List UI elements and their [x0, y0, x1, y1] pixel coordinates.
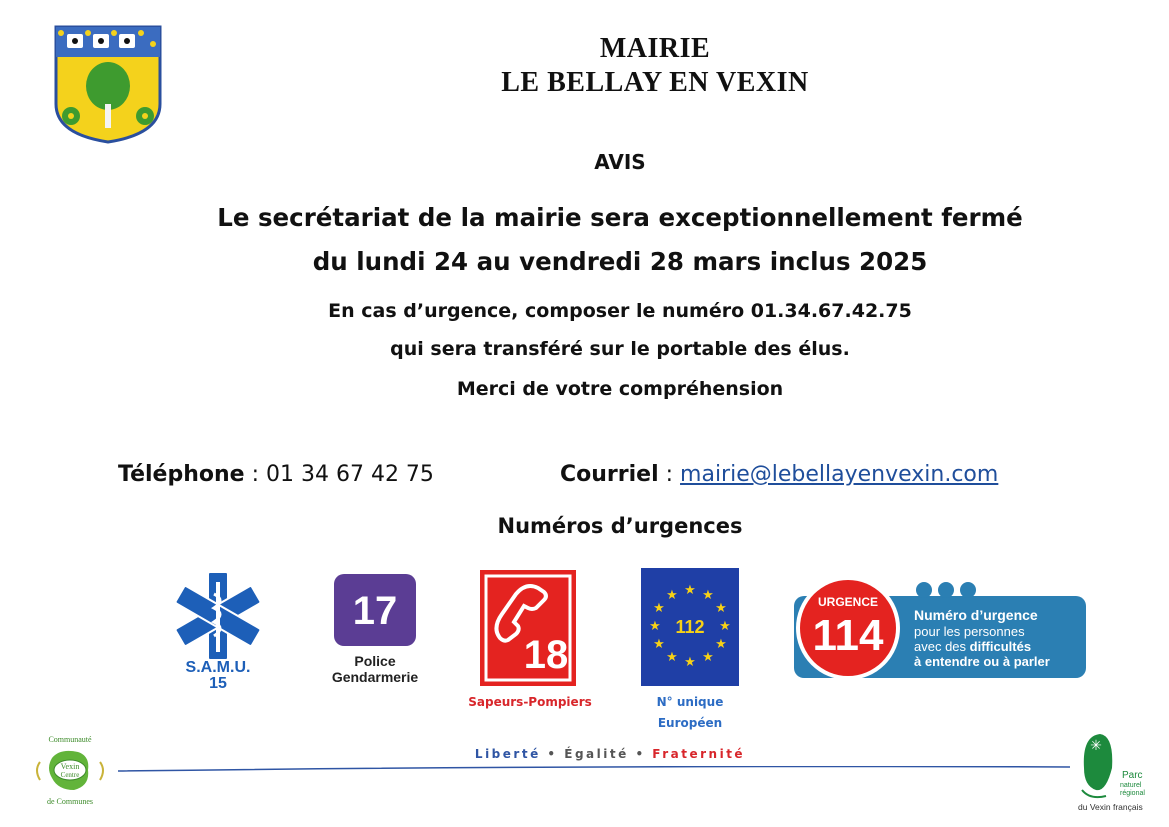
- urgent-contact-notice: [170, 292, 1070, 368]
- urgence-badge: URGENCE: [817, 595, 879, 609]
- svg-text:★: ★: [684, 655, 696, 670]
- eu-label-line-1: N° unique: [656, 695, 724, 709]
- svg-text:★: ★: [649, 619, 661, 634]
- samu-label: S.A.M.U.: [185, 659, 251, 676]
- pnr-vexin: du Vexin français: [1078, 802, 1143, 812]
- motto-separator-2: •: [635, 747, 646, 761]
- motto-separator-1: •: [547, 747, 558, 761]
- accessibility-icons: [916, 582, 976, 598]
- title-mairie: MAIRIE: [599, 33, 711, 64]
- closure-line-1: Le secrétariat de la mairie sera exceptionnellement fermé: [217, 203, 1023, 232]
- email-separator: :: [658, 462, 681, 487]
- svg-text:★: ★: [719, 619, 731, 634]
- urgence-line-2: pour les personnes: [914, 624, 1025, 639]
- commune-crest: [53, 24, 163, 144]
- urgent-line-2: qui sera transféré sur le portable des élus.: [390, 338, 850, 360]
- svg-text:★: ★: [653, 637, 665, 652]
- svg-text:★: ★: [715, 637, 727, 652]
- phone-value: 01 34 67 42 75: [265, 462, 434, 487]
- pnr-regional: régional: [1120, 790, 1145, 797]
- email-link[interactable]: mairie@lebellayenvexin.com: [680, 462, 999, 487]
- urgent-line-1: En cas d’urgence, composer le numéro 01.34.67.42.75: [328, 300, 912, 322]
- eu-112-logo: [641, 568, 739, 686]
- urgence-line-3-prefix: avec des: [914, 639, 970, 654]
- svg-text:★: ★: [715, 601, 727, 616]
- urgence-line-1: Numéro d’urgence: [914, 607, 1038, 623]
- communaute-communes-logo: [30, 730, 110, 810]
- svg-text:★: ★: [702, 588, 714, 603]
- urgence-line-4: à entendre ou à parler: [914, 654, 1050, 669]
- emergency-heading: Numéros d’urgences: [497, 514, 743, 538]
- police-logo: [330, 572, 424, 692]
- ccvc-center-2: Centre: [60, 771, 80, 779]
- thanks-text: Merci de votre compréhension: [456, 378, 784, 400]
- pompiers-logo: [478, 568, 578, 688]
- svg-text:★: ★: [702, 650, 714, 665]
- police-number: 17: [352, 589, 398, 633]
- svg-text:★: ★: [684, 583, 696, 598]
- police-label: Police: [354, 653, 396, 669]
- ccvc-bottom-text: de Communes: [47, 797, 93, 806]
- notice-heading: AVIS: [594, 150, 646, 174]
- parc-naturel-logo: [1076, 730, 1156, 818]
- closure-line-2: du lundi 24 au vendredi 28 mars inclus 2025: [312, 247, 928, 276]
- pompiers-number: 18: [523, 633, 569, 677]
- republic-motto: [470, 747, 750, 761]
- page-title: [440, 32, 870, 100]
- samu-logo: [170, 568, 266, 694]
- eu-number: 112: [675, 617, 705, 637]
- svg-text:✳: ✳: [1090, 738, 1102, 754]
- eu-label-line-2: Européen: [657, 716, 723, 730]
- contact-phone: [118, 462, 434, 487]
- urgence-number: 114: [812, 611, 884, 660]
- svg-text:★: ★: [666, 588, 678, 603]
- email-label: Courriel: [560, 462, 659, 487]
- svg-text:★: ★: [653, 601, 665, 616]
- contact-email: [560, 462, 998, 487]
- footer-divider: [118, 766, 1070, 772]
- phone-separator: :: [244, 462, 266, 487]
- motto-liberte: Liberté: [474, 747, 541, 761]
- title-commune: LE BELLAY EN VEXIN: [501, 67, 809, 98]
- svg-text:★: ★: [666, 650, 678, 665]
- motto-fraternite: Fraternité: [652, 747, 746, 761]
- ccvc-top-text: Communauté: [48, 735, 92, 744]
- pnr-parc: Parc: [1122, 770, 1143, 781]
- pnr-naturel: naturel: [1120, 782, 1142, 789]
- gendarmerie-label: Gendarmerie: [331, 669, 419, 685]
- leaf-icon: [1090, 738, 1102, 754]
- eu-label: [636, 692, 744, 734]
- phone-label: Téléphone: [118, 462, 245, 487]
- urgence-114-logo: [790, 580, 1090, 682]
- urgence-line-3: [914, 639, 1031, 654]
- urgence-line-3-bold: difficultés: [969, 639, 1032, 654]
- samu-number: 15: [209, 675, 227, 692]
- motto-egalite: Égalité: [564, 747, 629, 761]
- closure-notice: [120, 196, 1120, 284]
- pompiers-label: Sapeurs-Pompiers: [468, 695, 592, 709]
- ccvc-center-1: Vexin: [60, 762, 80, 771]
